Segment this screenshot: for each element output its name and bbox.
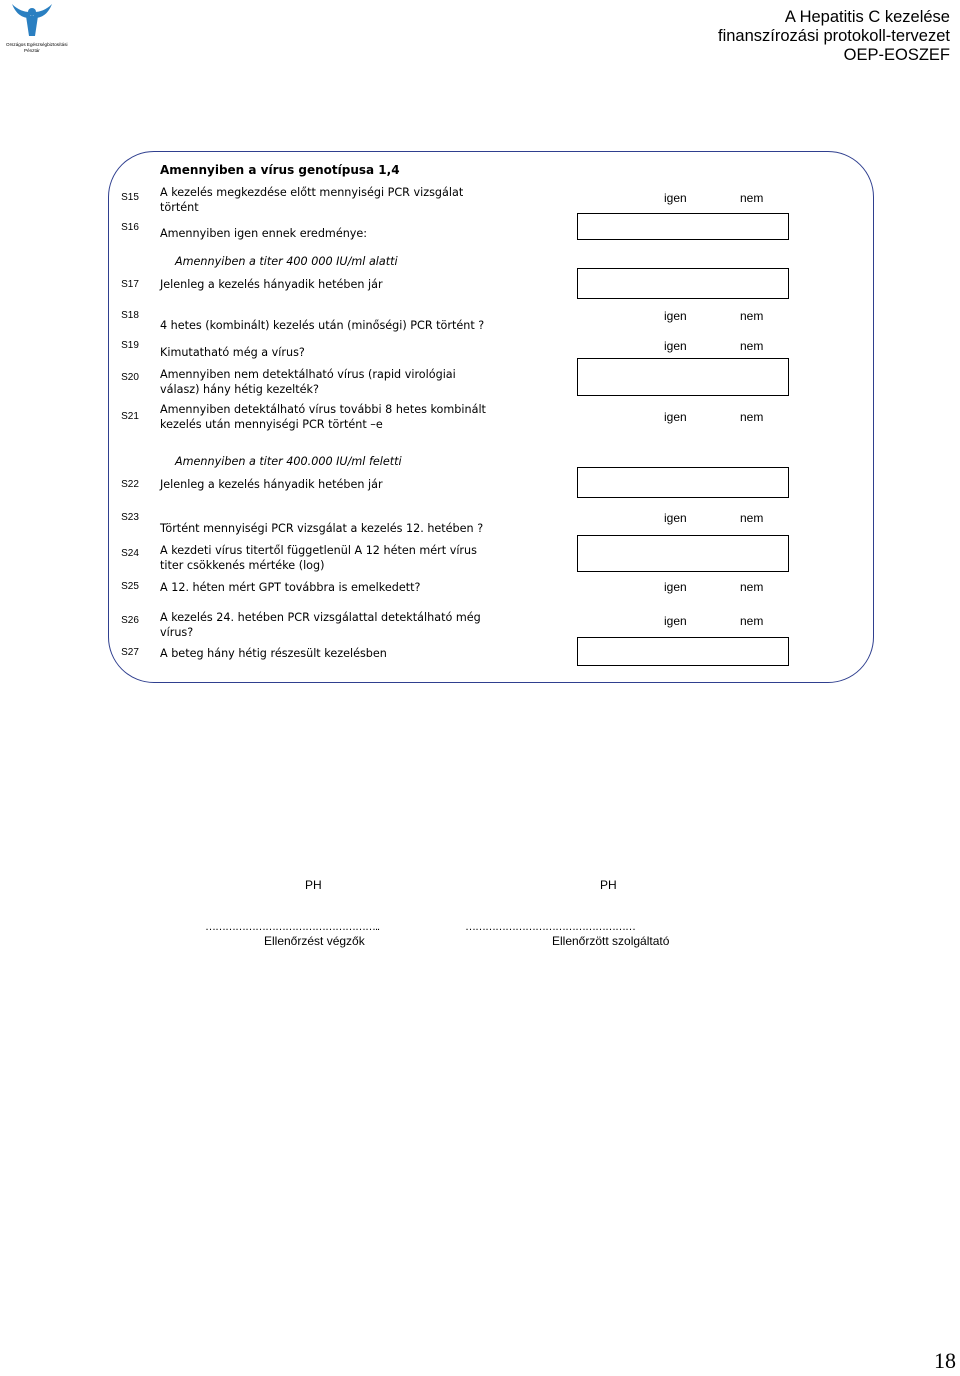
row-code-s15: S15 bbox=[121, 192, 139, 203]
question-s18: 4 hetes (kombinált) kezelés után (minőségi) PCR történt ? bbox=[160, 319, 485, 332]
row-code-s24: S24 bbox=[121, 548, 139, 559]
row-code-s20: S20 bbox=[121, 372, 139, 383]
page-number: 18 bbox=[934, 1348, 956, 1373]
question-s22: Jelenleg a kezelés hányadik hetében jár bbox=[160, 478, 383, 491]
answer-box-s20[interactable] bbox=[577, 358, 789, 396]
question-s15-line2: történt bbox=[160, 201, 199, 214]
row-code-s23: S23 bbox=[121, 512, 139, 523]
header-title-line3: OEP-EOSZEF bbox=[843, 46, 950, 64]
row-code-s25: S25 bbox=[121, 581, 139, 592]
question-s24-line1: A kezdeti vírus titertől függetlenül A 12 héten mért vírus bbox=[160, 544, 477, 557]
signature-label-left: Ellenőrzést végzők bbox=[264, 934, 365, 948]
option-yes-s19[interactable]: igen bbox=[664, 339, 687, 353]
question-s26-line1: A kezelés 24. hetében PCR vizsgálattal detektálható még bbox=[160, 611, 481, 624]
row-code-s19: S19 bbox=[121, 340, 139, 351]
signature-line-right: …………………………………………… bbox=[465, 921, 635, 933]
option-yes-s18[interactable]: igen bbox=[664, 309, 687, 323]
question-s24-line2: titer csökkenés mértéke (log) bbox=[160, 559, 325, 572]
answer-box-s16[interactable] bbox=[577, 213, 789, 240]
row-code-s17: S17 bbox=[121, 279, 139, 290]
signature-label-right: Ellenőrzött szolgáltató bbox=[552, 934, 670, 948]
option-yes-s26[interactable]: igen bbox=[664, 614, 687, 628]
logo-text-1: Országos Egészségbiztosítási bbox=[6, 42, 68, 47]
option-yes-s21[interactable]: igen bbox=[664, 410, 687, 424]
header-title-line1: A Hepatitis C kezelése bbox=[784, 8, 950, 26]
question-s15-line1: A kezelés megkezdése előtt mennyiségi PCR vizsgálat bbox=[160, 186, 464, 199]
question-s17: Jelenleg a kezelés hányadik hetében jár bbox=[160, 278, 383, 291]
answer-box-s22[interactable] bbox=[577, 467, 789, 498]
question-s25: A 12. héten mért GPT továbbra is emelkedett? bbox=[160, 581, 421, 594]
stamp-placeholder-right: PH bbox=[600, 878, 617, 892]
answer-box-s24[interactable] bbox=[577, 535, 789, 572]
subheading-above-400000: Amennyiben a titer 400.000 IU/ml feletti bbox=[175, 455, 402, 468]
question-s21-line1: Amennyiben detektálható vírus további 8 hetes kombinált bbox=[160, 403, 486, 416]
row-code-s21: S21 bbox=[121, 411, 139, 422]
row-code-s16: S16 bbox=[121, 222, 139, 233]
option-no-s23[interactable]: nem bbox=[740, 511, 764, 525]
question-s20-line1: Amennyiben nem detektálható vírus (rapid virológiai bbox=[160, 368, 456, 381]
stamp-placeholder-left: PH bbox=[305, 878, 322, 892]
option-no-s18[interactable]: nem bbox=[740, 309, 764, 323]
row-code-s26: S26 bbox=[121, 615, 139, 626]
question-s16: Amennyiben igen ennek eredménye: bbox=[160, 227, 368, 240]
question-s20-line2: válasz) hány hétig kezelték? bbox=[160, 383, 319, 396]
question-s26-line2: vírus? bbox=[160, 626, 194, 639]
answer-box-s17[interactable] bbox=[577, 268, 789, 299]
section-title: Amennyiben a vírus genotípusa 1,4 bbox=[160, 163, 400, 177]
row-code-s22: S22 bbox=[121, 479, 139, 490]
question-s27: A beteg hány hétig részesült kezelésben bbox=[160, 647, 387, 660]
option-no-s26[interactable]: nem bbox=[740, 614, 764, 628]
option-yes-s15[interactable]: igen bbox=[664, 191, 687, 205]
subheading-below-400000: Amennyiben a titer 400 000 IU/ml alatti bbox=[175, 255, 398, 268]
option-yes-s25[interactable]: igen bbox=[664, 580, 687, 594]
question-s23: Történt mennyiségi PCR vizsgálat a kezelés 12. hetében ? bbox=[160, 522, 484, 535]
option-no-s19[interactable]: nem bbox=[740, 339, 764, 353]
answer-box-s27[interactable] bbox=[577, 637, 789, 666]
logo-text-2: Pénztár bbox=[24, 48, 40, 53]
option-no-s21[interactable]: nem bbox=[740, 410, 764, 424]
row-code-s18: S18 bbox=[121, 310, 139, 321]
header-title-line2: finanszírozási protokoll-tervezet bbox=[717, 27, 950, 45]
question-s21-line2: kezelés után mennyiségi PCR történt –e bbox=[160, 418, 383, 431]
option-no-s25[interactable]: nem bbox=[740, 580, 764, 594]
option-no-s15[interactable]: nem bbox=[740, 191, 764, 205]
logo bbox=[4, 2, 68, 56]
question-s19: Kimutatható még a vírus? bbox=[160, 346, 305, 359]
signature-line-left: …………………………………………….. bbox=[205, 921, 380, 933]
row-code-s27: S27 bbox=[121, 647, 139, 658]
option-yes-s23[interactable]: igen bbox=[664, 511, 687, 525]
